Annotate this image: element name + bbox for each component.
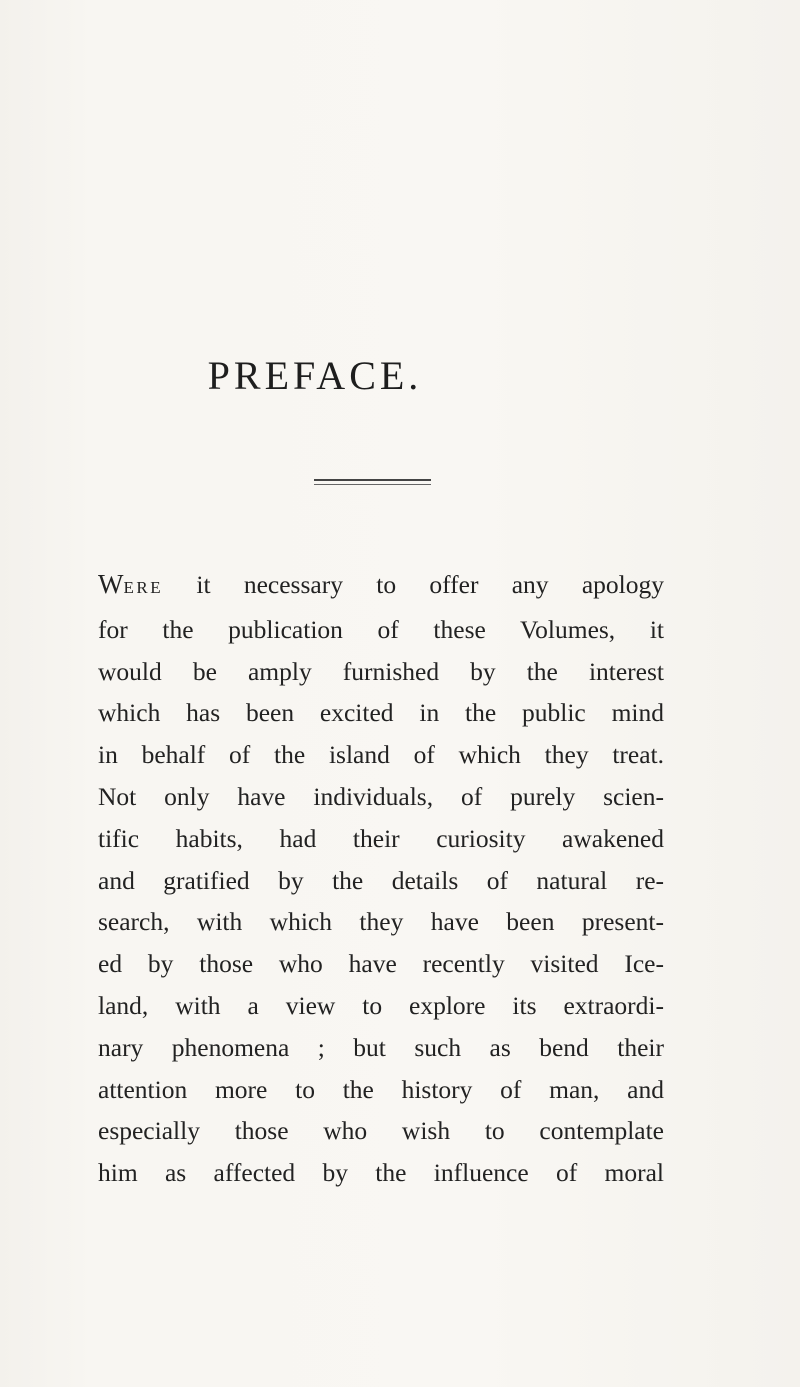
body-line: would be amply furnished by the interest	[98, 656, 664, 686]
body-line: and gratified by the details of natural re-	[98, 865, 664, 895]
page-title: PREFACE.	[207, 353, 423, 398]
body-line: nary phenomena ; but such as bend their	[98, 1032, 664, 1062]
body-line: ed by those who have recently visited Ice-	[98, 949, 664, 979]
opening-word-rest: ERE	[123, 578, 164, 597]
preface-body	[98, 564, 664, 1194]
body-line: him as affected by the influence of moral	[98, 1158, 664, 1188]
opening-initial: W	[98, 569, 124, 599]
title-rule-upper	[314, 479, 431, 481]
body-line-1	[98, 564, 664, 609]
body-line: land, with a view to explore its extraordi-	[98, 990, 664, 1020]
title-rule-lower	[314, 484, 431, 485]
first-line-rest: it necessary to offer any apology	[163, 570, 664, 599]
body-line: for the publication of these Volumes, it	[98, 614, 664, 644]
body-line: tific habits, had their curiosity awakened	[98, 823, 664, 853]
body-line: which has been excited in the public mind	[98, 698, 664, 728]
body-line: attention more to the history of man, and	[98, 1074, 664, 1104]
body-line: especially those who wish to contemplate	[98, 1116, 664, 1146]
body-line: Not only have individuals, of purely scien-	[98, 781, 664, 811]
body-line: in behalf of the island of which they treat.	[98, 740, 664, 770]
body-line: search, with which they have been present-	[98, 907, 664, 937]
